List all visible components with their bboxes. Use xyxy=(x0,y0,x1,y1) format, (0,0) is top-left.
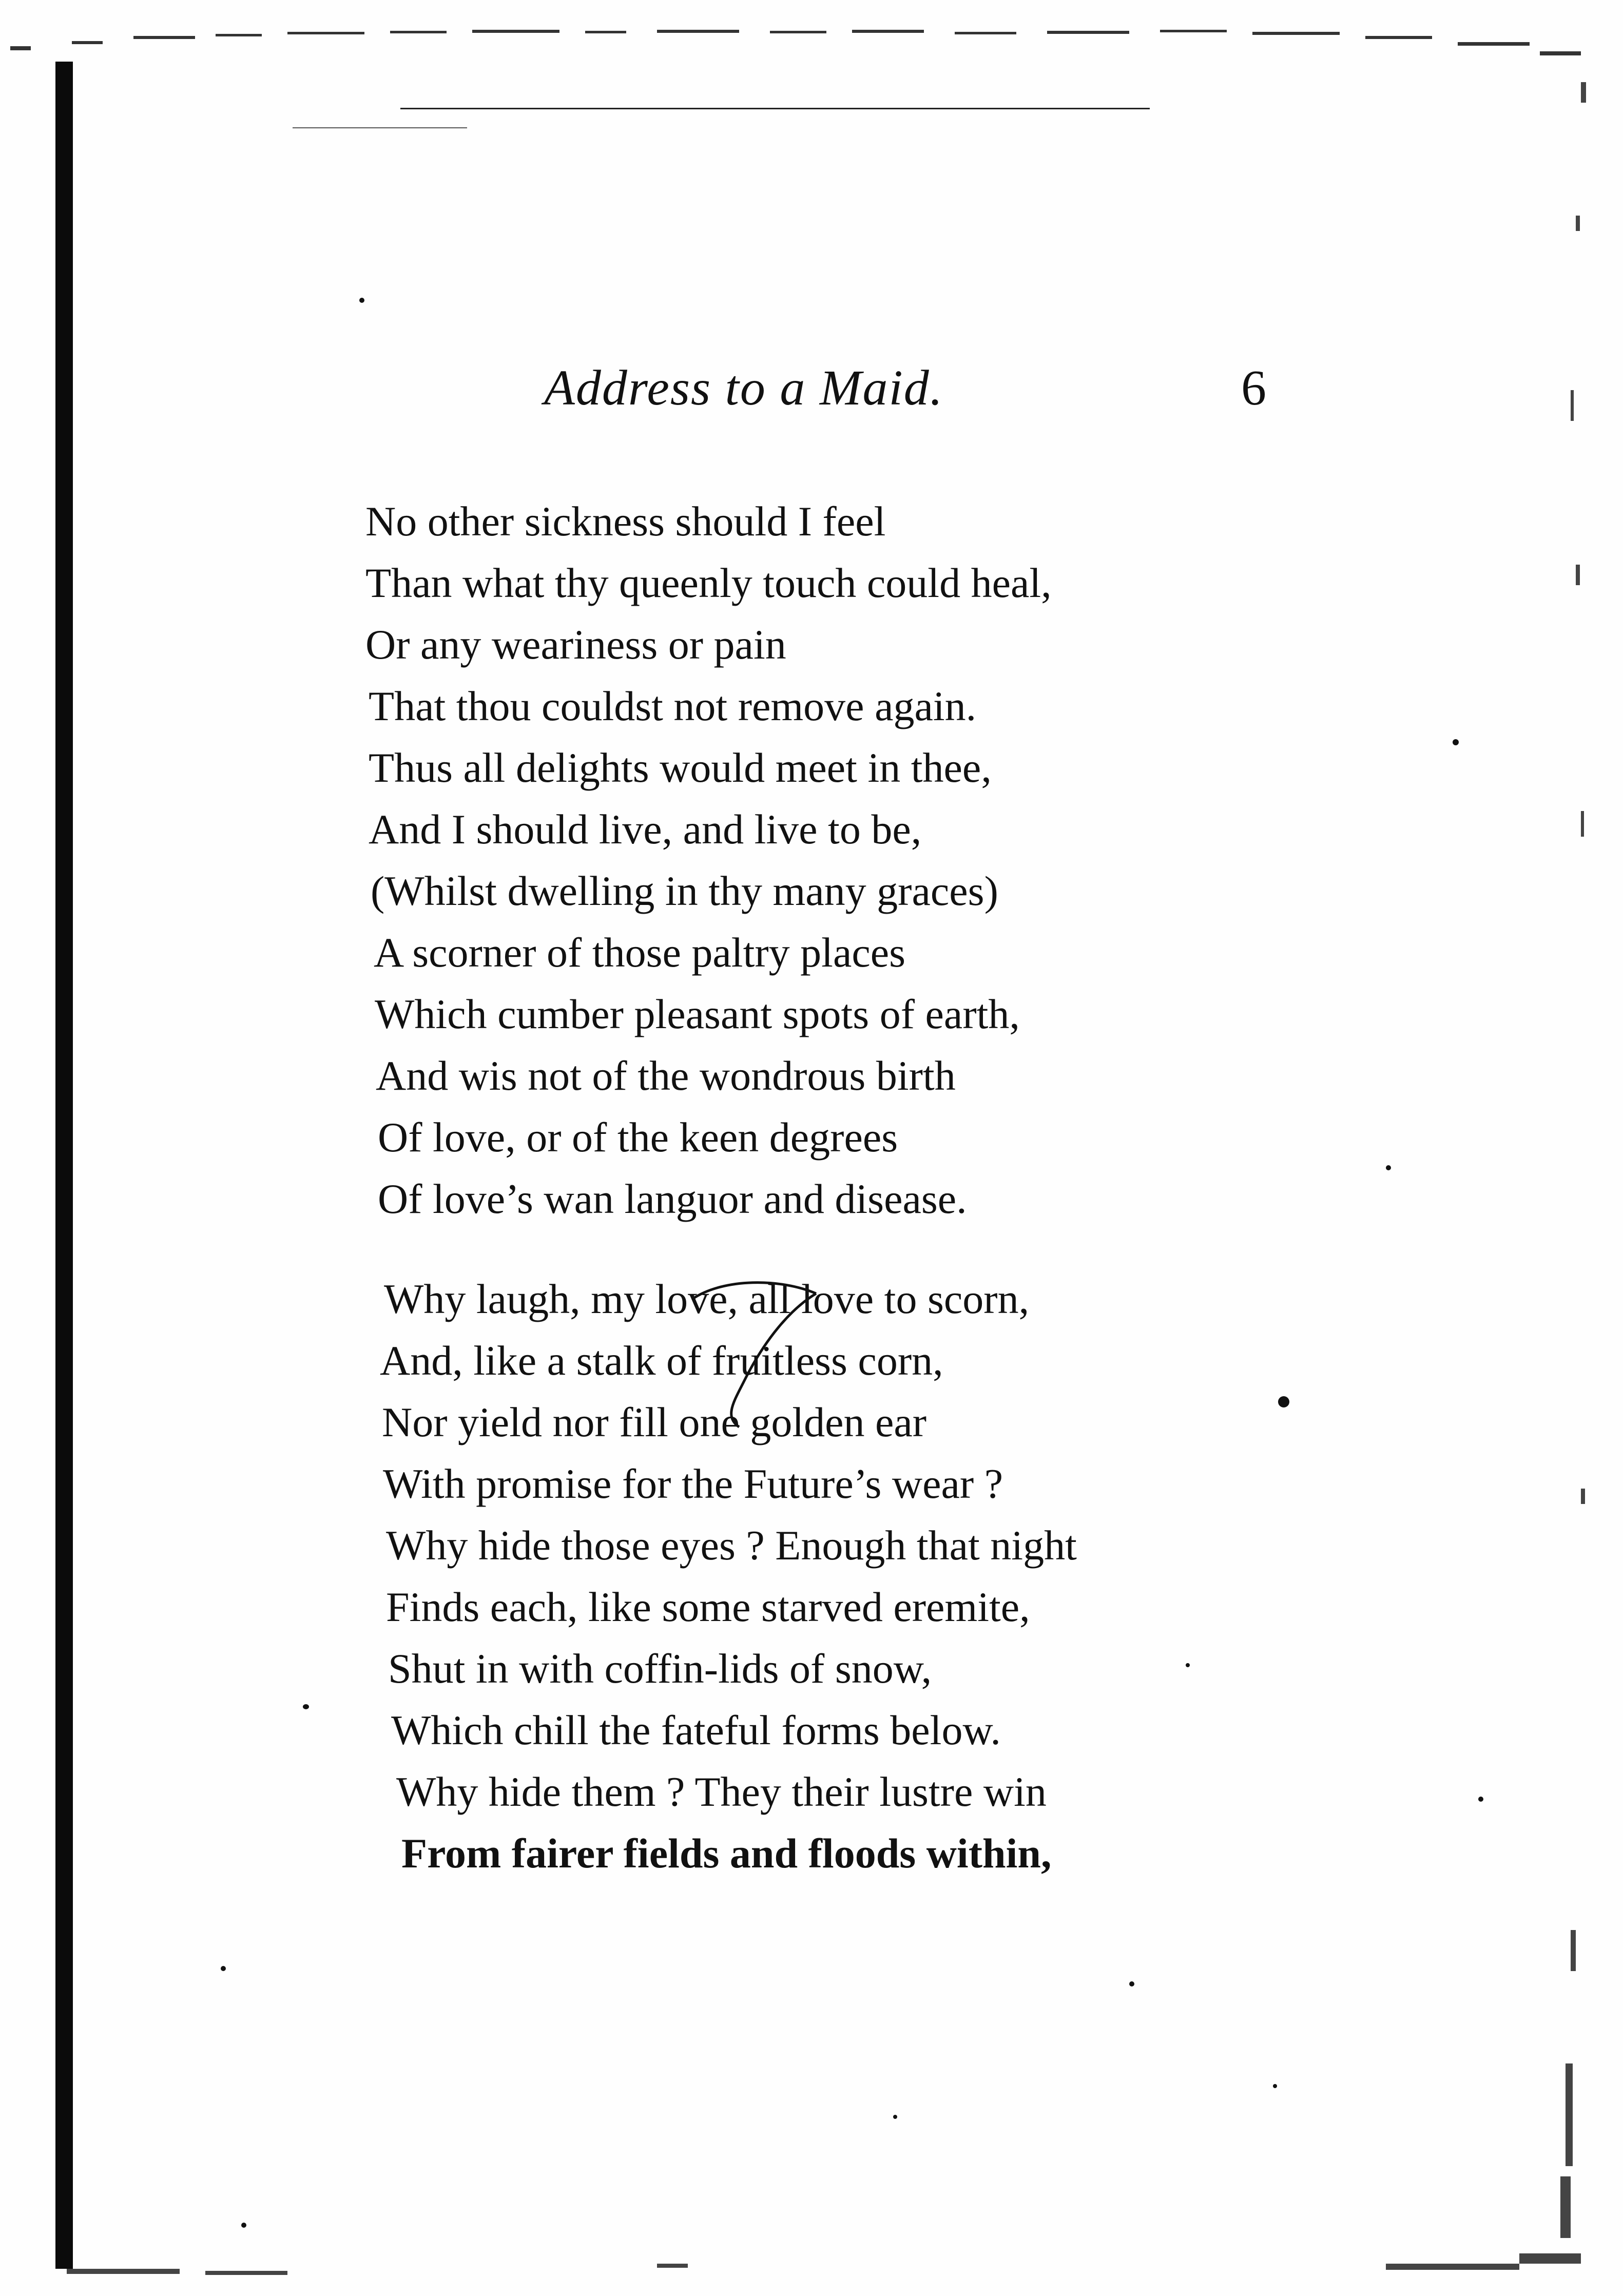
scan-speck xyxy=(359,298,364,303)
poem-line: A scorner of those paltry places xyxy=(374,929,906,976)
scan-speck xyxy=(1186,1663,1190,1667)
poem-line: And wis not of the wondrous birth xyxy=(376,1052,956,1099)
poem-line: From fairer fields and floods within, xyxy=(401,1830,1052,1877)
poem-line: Which chill the fateful forms below. xyxy=(391,1707,1001,1753)
top-rule-short xyxy=(293,127,467,128)
poem-line: Of love, or of the keen degrees xyxy=(378,1114,898,1161)
poem-line: Why hide those eyes ? Enough that night xyxy=(386,1522,1077,1569)
poem-line: Of love’s wan languor and disease. xyxy=(378,1175,967,1222)
poem-line: (Whilst dwelling in thy many graces) xyxy=(371,867,998,914)
poem-line: Why laugh, my love, all love to scorn, xyxy=(384,1276,1030,1322)
scan-speck xyxy=(221,1966,226,1971)
poem-line: And I should live, and live to be, xyxy=(369,806,922,853)
scan-speck xyxy=(303,1704,309,1709)
scan-speck xyxy=(1478,1797,1483,1802)
scan-speck xyxy=(1273,2084,1277,2088)
poem-line: Than what thy queenly touch could heal, xyxy=(365,559,1052,606)
bottom-edge-scan-noise xyxy=(0,2248,1623,2289)
poem-line: Why hide them ? They their lustre win xyxy=(396,1768,1047,1815)
poem-line: That thou couldst not remove again. xyxy=(369,683,977,729)
handwritten-pen-mark xyxy=(662,1278,867,1432)
poem-line: Thus all delights would meet in thee, xyxy=(369,744,992,791)
scan-speck xyxy=(1129,1981,1134,1986)
page-binding-shadow xyxy=(55,62,73,2269)
poem-line: With promise for the Future’s wear ? xyxy=(383,1460,1003,1507)
scan-speck xyxy=(893,2115,897,2119)
running-title: Address to a Maid. xyxy=(544,360,944,416)
poem-line: Finds each, like some starved eremite, xyxy=(386,1584,1030,1630)
poem-line: Nor yield nor fill one golden ear xyxy=(382,1399,927,1445)
poem-line: Which cumber pleasant spots of earth, xyxy=(375,991,1020,1037)
top-edge-scan-noise xyxy=(0,0,1623,72)
scan-speck xyxy=(241,2223,246,2228)
scan-speck xyxy=(1386,1165,1391,1170)
right-edge-scan-noise xyxy=(1550,62,1612,2269)
scan-speck xyxy=(1278,1396,1289,1407)
poem-line: No other sickness should I feel xyxy=(365,498,886,545)
poem-line: Or any weariness or pain xyxy=(365,621,786,668)
top-rule xyxy=(400,108,1150,109)
poem-line: And, like a stalk of fruitless corn, xyxy=(380,1337,943,1384)
page-number: 6 xyxy=(1241,360,1266,416)
scan-speck xyxy=(1453,739,1459,745)
poem-line: Shut in with coffin-lids of snow, xyxy=(388,1645,932,1692)
